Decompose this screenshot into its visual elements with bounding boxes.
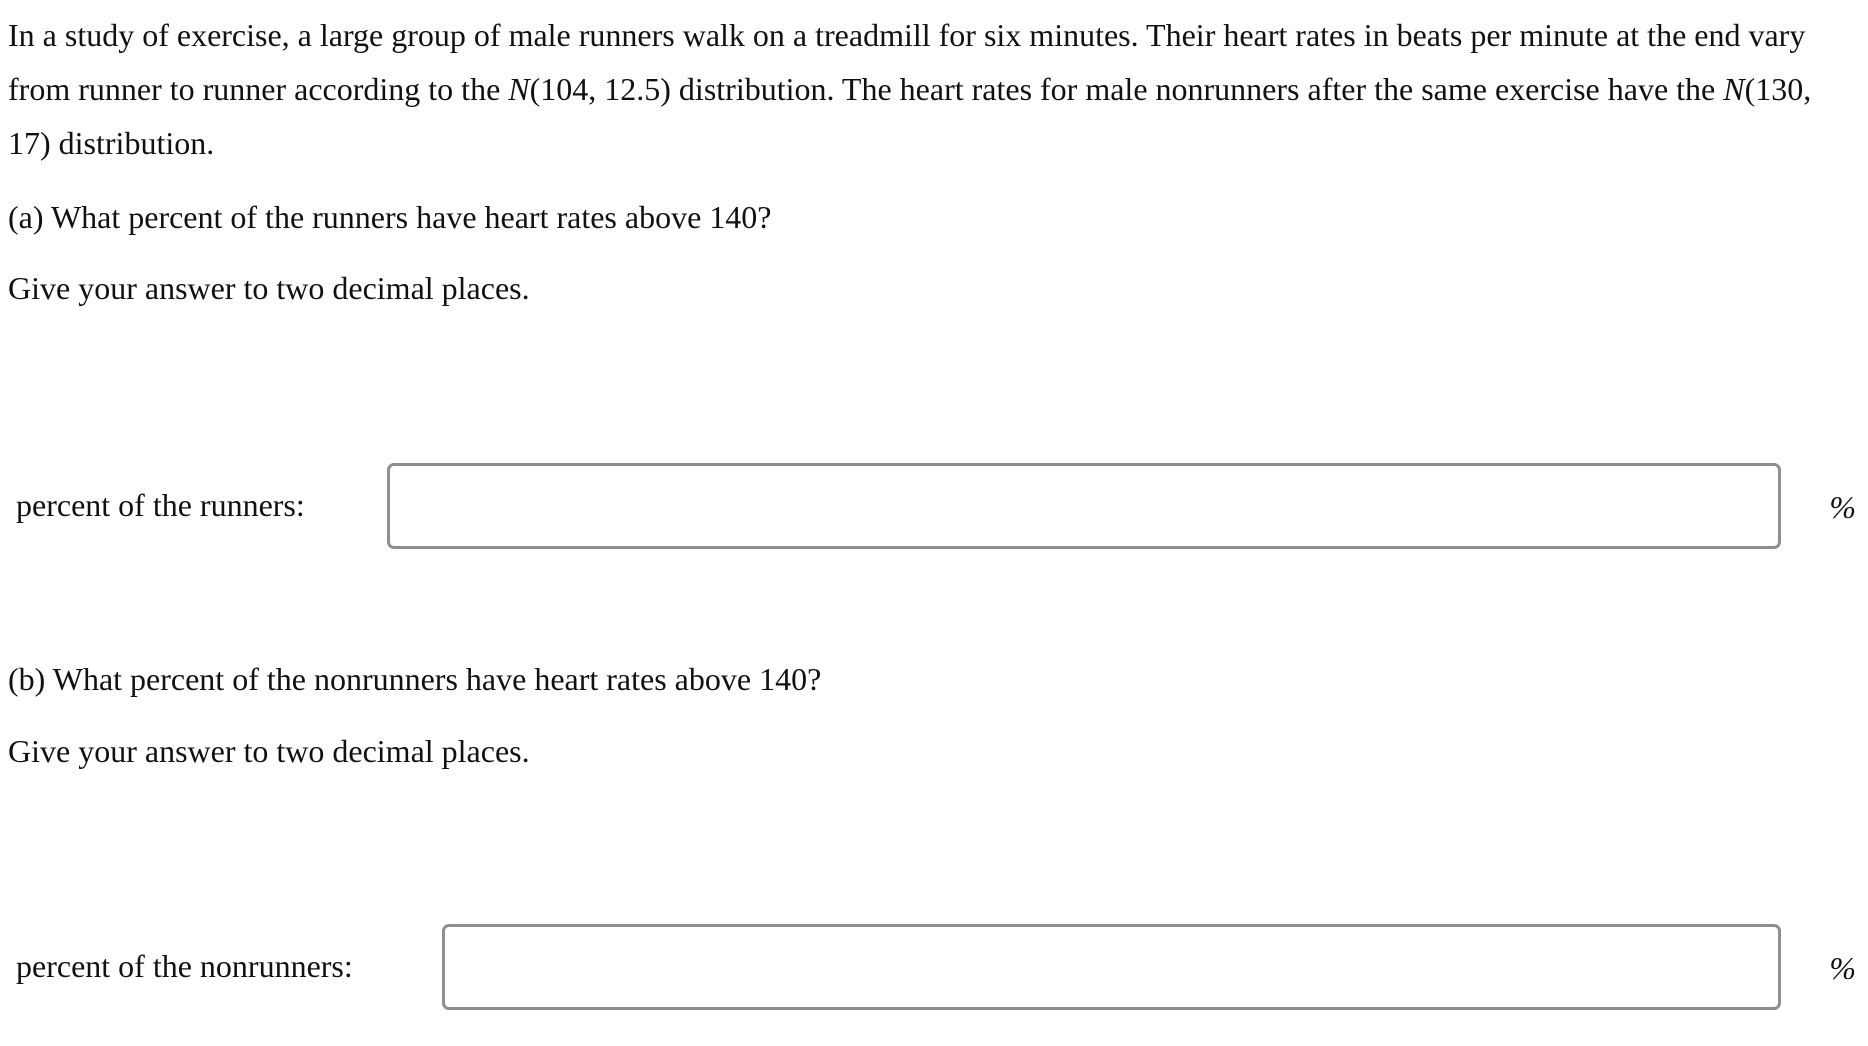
nonrunners-distribution-params: (130, 17) bbox=[8, 71, 1812, 161]
runners-distribution-name: N bbox=[508, 71, 530, 107]
runners-distribution bbox=[508, 71, 671, 107]
question-a: (a) What percent of the runners have heart rates above 140? bbox=[8, 199, 772, 235]
percent-unit-b: % bbox=[1829, 950, 1856, 986]
instruction-b: Give your answer to two decimal places. bbox=[8, 733, 530, 769]
problem-text-part3: distribution. bbox=[50, 125, 215, 161]
percent-unit-a: % bbox=[1829, 489, 1856, 525]
runners-answer-label: percent of the runners: bbox=[16, 487, 305, 523]
answer-row-runners bbox=[16, 463, 1860, 549]
problem-text-part2: distribution. The heart rates for male nonrunners after the same exercise have the bbox=[670, 71, 1724, 107]
instruction-a: Give your answer to two decimal places. bbox=[8, 270, 530, 306]
problem-statement bbox=[8, 8, 1858, 170]
nonrunners-distribution-name: N bbox=[1723, 71, 1745, 107]
runners-distribution-params: (104, 12.5) bbox=[529, 71, 671, 107]
answer-row-nonrunners bbox=[16, 924, 1860, 1010]
runners-percent-input[interactable] bbox=[387, 463, 1781, 549]
nonrunners-answer-label: percent of the nonrunners: bbox=[16, 948, 353, 984]
problem-text-part1: In a study of exercise, a large group of male runners walk on a treadmill for six minutes. Their heart rates in beats per minute at the end vary from runner to runner according to the bbox=[8, 17, 1806, 107]
question-b: (b) What percent of the nonrunners have heart rates above 140? bbox=[8, 661, 822, 697]
nonrunners-percent-input[interactable] bbox=[442, 924, 1781, 1010]
